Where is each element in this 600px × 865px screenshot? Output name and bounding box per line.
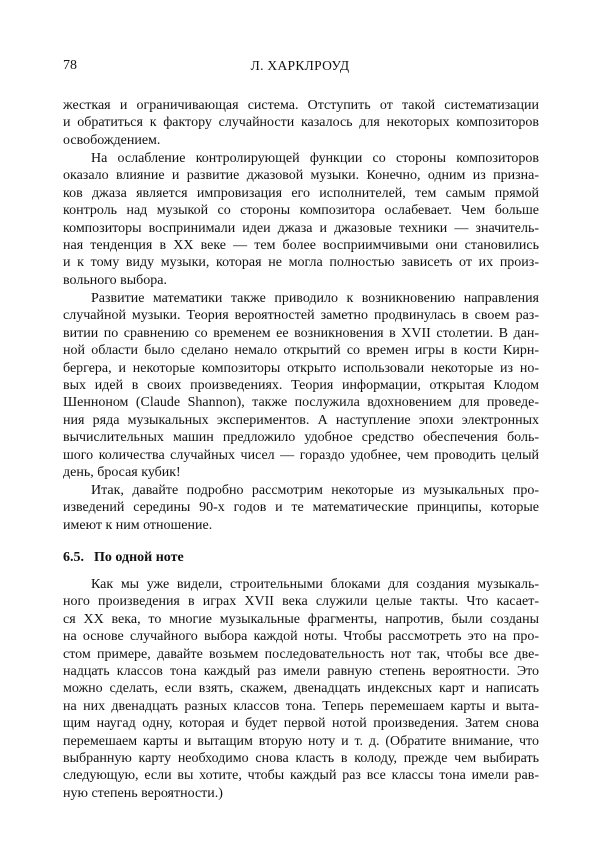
text-line: на основе случайного выбора каждой ноты. Чтобы рассмотреть это на про- (63, 629, 539, 645)
text-line: Развитие математики также приводило к возникновению направления (91, 291, 539, 306)
text-line: на них двенадцать разных классов тона. Теперь перемешаем карты и выта- (63, 698, 539, 714)
paragraph (63, 482, 539, 534)
text-line: витии по сравнению со временем ее возникновения в XVII столетии. В дан- (63, 325, 539, 341)
text-line: жесткая и ограничивающая система. Отступить от такой систематизации (63, 98, 539, 113)
text-line: изведений середины 90-х годов и те математические принципы, которые (63, 500, 539, 516)
text-line: и к тому виду музыки, которая не могла полностью зависеть от их произ- (63, 255, 539, 271)
text-line: щим наугад одну, которая и будет первой нотой произведения. Затем снова (63, 716, 539, 732)
section-number: 6.5. (63, 550, 84, 565)
text-line: На ослабление контролирующей функции со стороны композиторов (91, 151, 539, 166)
text-line: оказало влияние и развитие джазовой музыки. Конечно, одним из призна- (63, 168, 539, 184)
text-line: ков джаза является импровизация его исполнителей, тем самым прямой (63, 185, 539, 201)
paragraph (63, 97, 539, 149)
text-line: шого количества случайных чисел — гораздо удобнее, чем проводить целый (63, 447, 539, 463)
paragraph (63, 150, 539, 289)
text-line: надцать классов тона каждый раз имели равную степень вероятности. Это (63, 663, 539, 679)
text-line: бергера, и некоторые композиторы открыто использовали некоторые из но- (63, 360, 539, 376)
text-line: перемешаем карты и вытащим вторую ноту и т. д. (Обратите внимание, что (63, 733, 539, 749)
text-line: вольного выбора. (63, 272, 167, 288)
text-line: можно сделать, если взять, скажем, двенадцать индексных карт и написать (63, 681, 539, 697)
running-head: Л. ХАРКЛРОУД (250, 58, 350, 73)
page-number: 78 (63, 58, 77, 73)
text-line: случайной музыки. Теория вероятностей заметно продвинулась в своем раз- (63, 308, 539, 324)
paragraph (63, 290, 539, 481)
text-line: выбранную карту необходимо снова класть в колоду, прежде чем выбирать (63, 750, 539, 766)
text-line: следующую, если вы хотите, чтобы каждый раз все классы тона имели рав- (63, 768, 539, 784)
text-line: и обратиться к фактору случайности казалось для некоторых композиторов (63, 115, 539, 131)
section-heading (63, 549, 194, 566)
text-line: имеют к ним отношение. (63, 517, 213, 533)
text-line: Как мы уже видели, строительными блоками для создания музыкаль- (91, 577, 539, 592)
text-line: Шенноном (Claude Shannon), также послужила вдохновением для проведе- (63, 395, 539, 411)
text-line: день, бросая кубик! (63, 464, 181, 480)
text-line: ного произведения в играх XVII века служили целые такты. Что касает- (63, 594, 539, 610)
section-title: По одной ноте (94, 550, 184, 565)
paragraph (63, 576, 539, 802)
text-line: вых идей в своих произведениях. Теория информации, открытая Клодом (63, 377, 539, 393)
text-line: ся XX века, то многие музыкальные фрагменты, напротив, были созданы (63, 611, 539, 627)
text-line: ния ряда музыкальных экспериментов. А наступление эпохи электронных (63, 412, 539, 428)
text-line: Итак, давайте подробно рассмотрим некоторые из музыкальных про- (91, 483, 539, 498)
text-line: ную степень вероятности.) (63, 785, 223, 801)
text-line: ной области было сделано немало открытий со времен игры в кости Кирн- (63, 343, 539, 359)
text-line: контроль над музыкой со стороны композитора ослабевает. Чем больше (63, 203, 539, 219)
text-line: вычислительных машин предложило удобное средство обеспечения боль- (63, 430, 539, 446)
text-line: ная тенденция в XX веке — тем более восприимчивыми они становились (63, 237, 539, 253)
text-line: освобождением. (63, 132, 161, 148)
text-line: композиторы воспринимали идеи джаза и джазовые техники — значитель- (63, 220, 539, 236)
text-line: стом примере, давайте возьмем последовательность нот так, чтобы все две- (63, 646, 539, 662)
